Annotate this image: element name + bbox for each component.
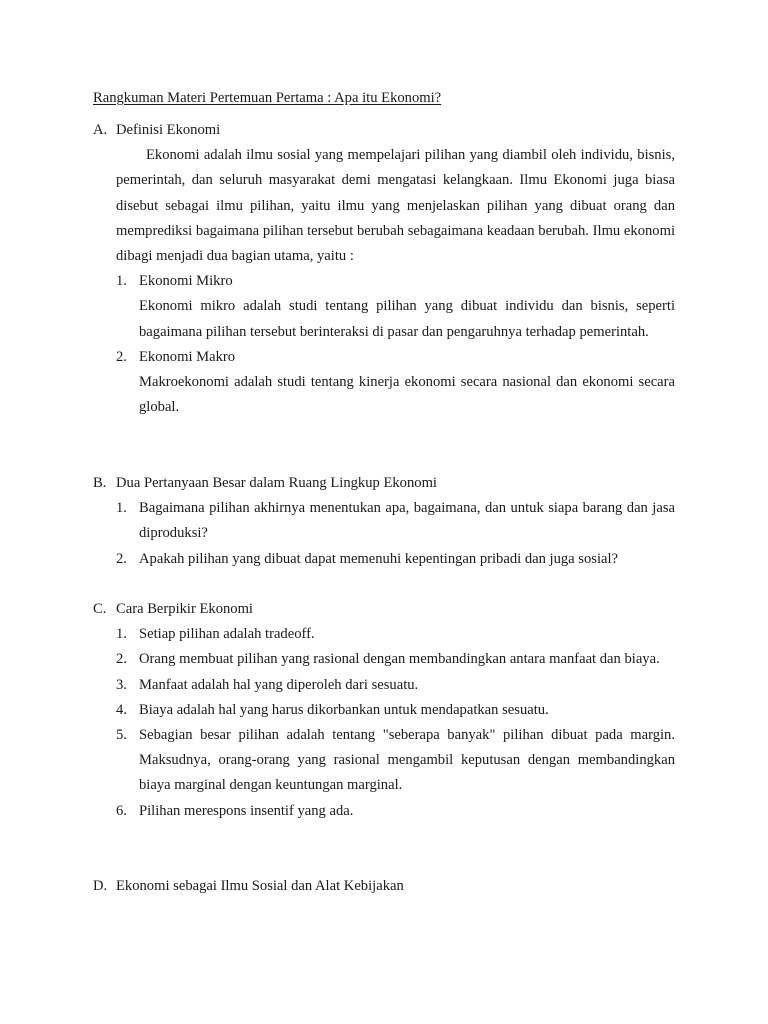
- list-item: [116, 622, 675, 647]
- section-a-list: [116, 269, 675, 420]
- section-c-heading: [93, 597, 675, 622]
- item-number: 4.: [116, 701, 127, 718]
- item-text: Apakah pilihan yang dibuat dapat memenuhi kepentingan pribadi dan juga sosial?: [139, 550, 619, 567]
- item-title: Ekonomi Makro: [139, 348, 236, 365]
- item-number: 6.: [116, 802, 127, 819]
- list-item: [116, 698, 675, 723]
- section-b-list: [116, 496, 675, 572]
- section-a: [93, 118, 675, 420]
- item-text: Bagaimana pilihan akhirnya menentukan apa, bagaimana, dan untuk siapa barang dan jasa diproduksi?: [139, 500, 675, 542]
- section-d-heading: [93, 874, 675, 899]
- section-letter: D.: [93, 878, 108, 894]
- list-item: [116, 723, 675, 799]
- item-number: 2.: [116, 651, 127, 668]
- document-title: Rangkuman Materi Pertemuan Pertama : Apa itu Ekonomi?: [93, 90, 442, 106]
- list-item: [116, 647, 675, 672]
- section-c: [93, 597, 675, 824]
- item-text: Biaya adalah hal yang harus dikorbankan untuk mendapatkan sesuatu.: [139, 701, 549, 718]
- item-description: Makroekonomi adalah studi tentang kinerja ekonomi secara nasional dan ekonomi secara global.: [139, 374, 675, 416]
- section-title: Ekonomi sebagai Ilmu Sosial dan Alat Kebijakan: [116, 878, 404, 894]
- item-description: Ekonomi mikro adalah studi tentang pilihan yang dibuat individu dan bisnis, seperti bagaimana pilihan tersebut berinteraksi di pasar dan pengaruhnya terhadap pemerintah.: [139, 298, 675, 340]
- item-number: 1.: [116, 626, 127, 643]
- item-number: 1.: [116, 500, 127, 517]
- item-number: 1.: [116, 273, 127, 290]
- item-text: Setiap pilihan adalah tradeoff.: [139, 626, 315, 643]
- list-item: [116, 345, 675, 421]
- section-a-heading: [93, 118, 675, 143]
- list-item: [116, 496, 675, 546]
- item-number: 3.: [116, 676, 127, 693]
- list-item: [116, 673, 675, 698]
- item-title: Ekonomi Mikro: [139, 273, 233, 290]
- section-a-paragraph: Ekonomi adalah ilmu sosial yang mempelajari pilihan yang diambil oleh individu, bisnis, pemerintah, dan seluruh masyarakat demi mengatasi kelangkaan. Ilmu Ekonomi juga biasa disebut sebagai ilmu pilihan, yaitu ilmu yang menjelaskan pilihan yang dibuat orang dan memprediksi bagaimana pilihan tersebut berubah sebagaimana keadaan berubah. Ilmu ekonomi dibagi menjadi dua bagian utama, yaitu :: [116, 147, 675, 265]
- item-text: Orang membuat pilihan yang rasional dengan membandingkan antara manfaat dan biaya.: [139, 651, 660, 668]
- section-title: Dua Pertanyaan Besar dalam Ruang Lingkup Ekonomi: [116, 475, 437, 491]
- item-number: 2.: [116, 348, 127, 365]
- section-b: [93, 471, 675, 572]
- section-letter: C.: [93, 601, 107, 617]
- item-number: 5.: [116, 727, 127, 744]
- item-text: Pilihan merespons insentif yang ada.: [139, 802, 354, 819]
- section-b-heading: [93, 471, 675, 496]
- list-item: [116, 547, 675, 572]
- item-text: Manfaat adalah hal yang diperoleh dari sesuatu.: [139, 676, 419, 693]
- item-text: Sebagian besar pilihan adalah tentang "seberapa banyak" pilihan dibuat pada margin. Maksudnya, orang-orang yang rasional mengambil keputusan dengan membandingkan biaya marginal dengan keuntungan marginal.: [139, 727, 675, 794]
- section-d: [93, 874, 675, 899]
- list-item: [116, 269, 675, 345]
- section-title: Definisi Ekonomi: [116, 122, 221, 138]
- section-letter: A.: [93, 122, 108, 138]
- section-title: Cara Berpikir Ekonomi: [116, 601, 253, 617]
- list-item: [116, 799, 675, 824]
- item-number: 2.: [116, 550, 127, 567]
- section-letter: B.: [93, 475, 107, 491]
- section-c-list: [116, 622, 675, 824]
